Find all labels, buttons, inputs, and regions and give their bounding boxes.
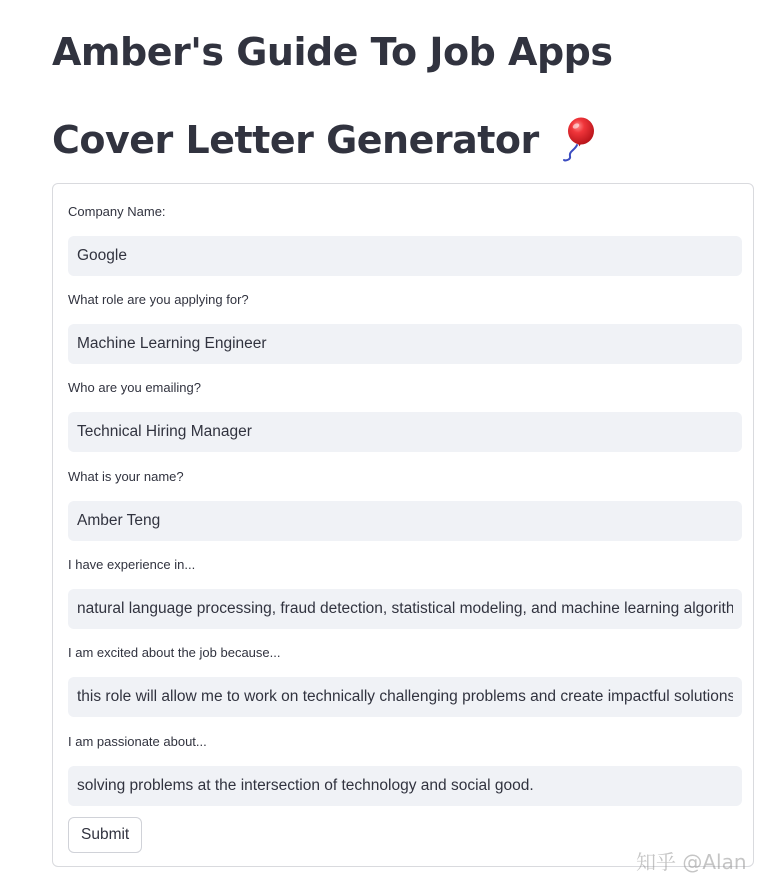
role-input[interactable] — [68, 324, 742, 364]
name-input[interactable] — [68, 501, 742, 541]
passion-label: I am passionate about... — [68, 734, 207, 749]
recipient-label: Who are you emailing? — [68, 380, 201, 395]
recipient-input[interactable] — [68, 412, 742, 452]
page-title: Amber's Guide To Job Apps — [52, 30, 613, 74]
excitement-label: I am excited about the job because... — [68, 645, 281, 660]
excitement-field — [68, 644, 742, 717]
experience-field — [68, 556, 742, 629]
cover-letter-form — [52, 183, 754, 867]
company-name-field — [68, 203, 742, 276]
company-name-input[interactable] — [68, 236, 742, 276]
role-field — [68, 291, 742, 364]
watermark: 知乎 @Alan — [636, 850, 747, 874]
submit-button[interactable]: Submit — [68, 817, 142, 853]
subtitle-text: Cover Letter Generator — [52, 118, 539, 162]
name-field — [68, 468, 742, 541]
passion-input[interactable] — [68, 766, 742, 806]
balloon-icon — [561, 117, 597, 163]
recipient-field — [68, 379, 742, 452]
excitement-input[interactable] — [68, 677, 742, 717]
company-name-label: Company Name: — [68, 204, 166, 219]
page-subtitle — [52, 112, 597, 168]
experience-label: I have experience in... — [68, 557, 196, 572]
passion-field — [68, 733, 742, 806]
name-label: What is your name? — [68, 469, 184, 484]
role-label: What role are you applying for? — [68, 292, 249, 307]
experience-input[interactable] — [68, 589, 742, 629]
